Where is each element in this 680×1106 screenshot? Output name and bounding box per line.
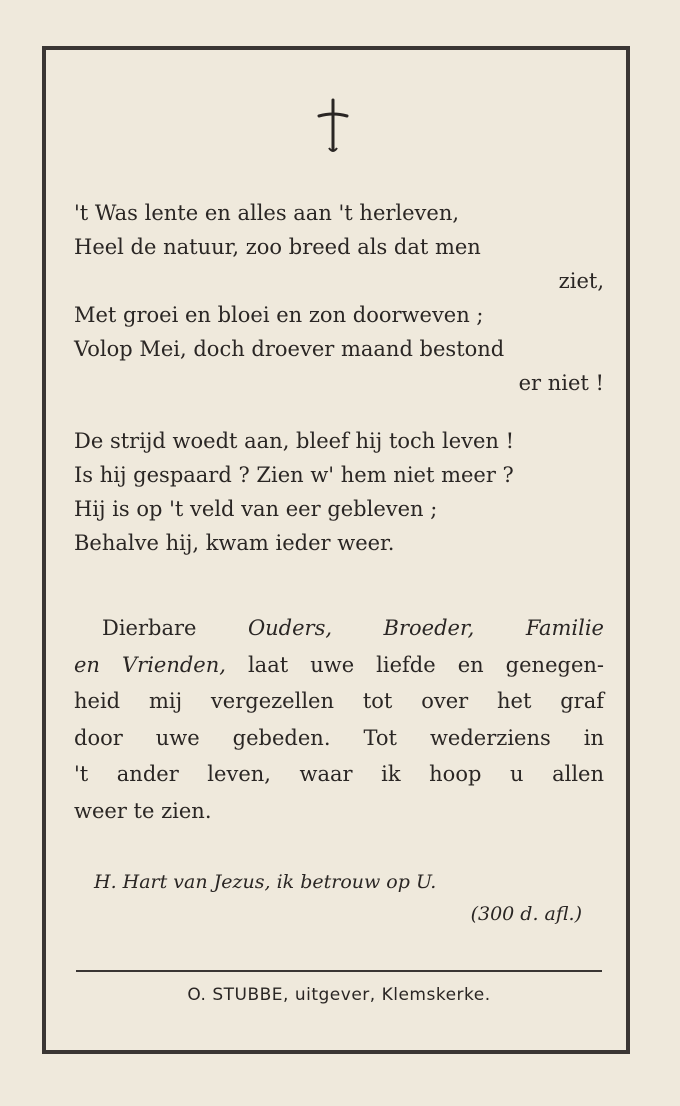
paragraph-line — [74, 610, 604, 647]
poem-line: Hij is op 't veld van eer gebleven ; — [74, 497, 438, 521]
divider — [76, 970, 602, 972]
paragraph-line: door uwe gebeden. Tot wederziens in — [74, 725, 604, 750]
poem-line: Is hij gespaard ? Zien w' hem niet meer ? — [74, 463, 514, 487]
paragraph-text: Dierbare — [102, 616, 248, 640]
poem-line: er niet ! — [518, 371, 604, 395]
prayer-text: H. Hart van Jezus, ik betrouw op U. — [94, 871, 437, 893]
indulgence-note: (300 d. afl.) — [470, 903, 582, 925]
prayer — [74, 866, 604, 930]
poem-line: Met groei en bloei en zon doorweven ; — [74, 303, 484, 327]
farewell-paragraph — [74, 610, 604, 830]
poem-line: Volop Mei, doch droever maand bestond — [74, 337, 505, 361]
paragraph-text: laat uwe liefde en genegen- — [225, 652, 604, 677]
poem-line: 't Was lente en alles aan 't herleven, — [74, 201, 460, 225]
poem-stanza-1 — [74, 196, 604, 400]
publisher-line: O. STUBBE, uitgever, Klemskerke. — [187, 985, 491, 1005]
poem-line: De strijd woedt aan, bleef hij toch leven ! — [74, 429, 515, 453]
poem-stanza-2 — [74, 424, 604, 560]
paragraph-line: heid mij vergezellen tot over het graf — [74, 689, 604, 714]
paragraph-line — [74, 647, 604, 684]
paragraph-emphasis: en Vrienden, — [74, 652, 226, 677]
paragraph-line: weer te zien. — [74, 798, 212, 823]
paragraph-emphasis: Ouders, Broeder, Familie — [247, 616, 604, 640]
poem-line: Heel de natuur, zoo breed als dat men — [74, 235, 481, 259]
paragraph-line: 't ander leven, waar ik hoop u allen — [74, 762, 604, 787]
poem-line: Behalve hij, kwam ieder weer. — [74, 531, 395, 555]
cross-icon — [315, 98, 351, 154]
poem-line: ziet, — [558, 269, 604, 293]
